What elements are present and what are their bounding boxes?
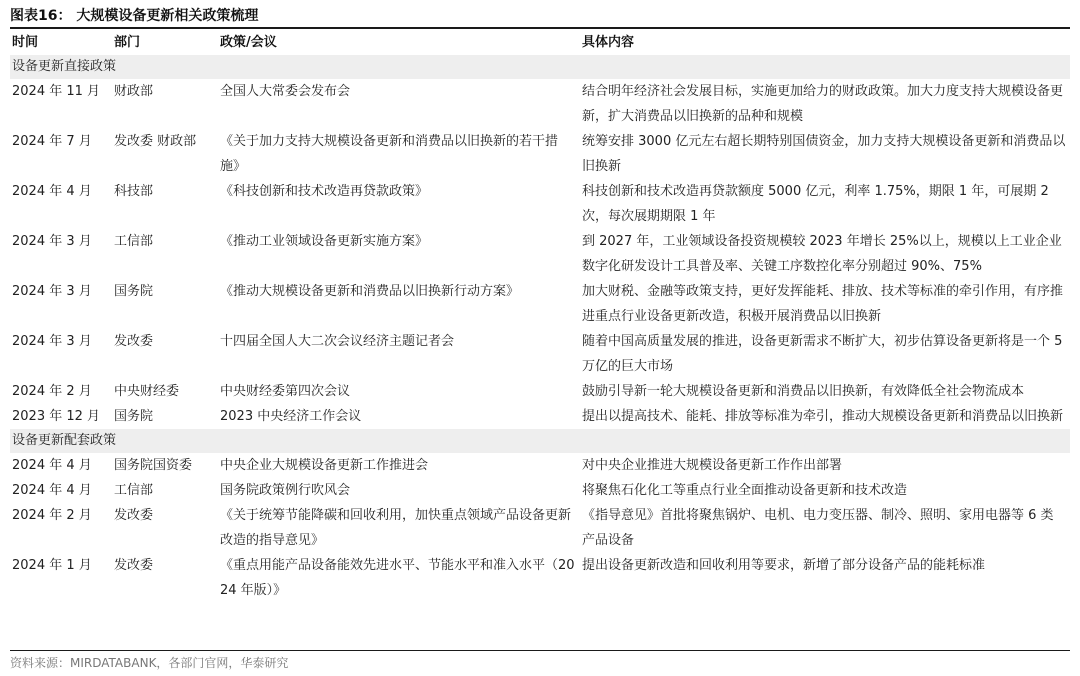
cell-department: 工信部 xyxy=(114,483,154,498)
cell-content: 鼓励引导新一轮大规模设备更新和消费品以旧换新，有效降低全社会物流成本 xyxy=(582,384,1025,399)
cell-policy: 《重点用能产品设备能效先进水平、节能水平和准入水平（2024 年版）》 xyxy=(220,558,575,598)
table-body xyxy=(10,55,1070,603)
table-row xyxy=(10,379,1070,404)
table-row xyxy=(10,129,1070,179)
header-content: 具体内容 xyxy=(582,35,635,50)
cell-time: 2024 年 2 月 xyxy=(12,384,92,399)
section-label: 设备更新配套政策 xyxy=(10,429,1070,453)
cell-policy: 十四届全国人大二次会议经济主题记者会 xyxy=(220,334,455,349)
cell-policy: 《关于统筹节能降碳和回收利用，加快重点领域产品设备更新改造的指导意见》 xyxy=(220,508,572,548)
cell-content: 提出设备更新改造和回收利用等要求，新增了部分设备产品的能耗标准 xyxy=(582,558,986,573)
cell-department: 发改委 xyxy=(114,508,154,523)
table-row xyxy=(10,503,1070,553)
cell-time: 2024 年 3 月 xyxy=(12,234,92,249)
header-policy: 政策/会议 xyxy=(220,35,277,50)
cell-content: 《指导意见》首批将聚焦锅炉、电机、电力变压器、制冷、照明、家用电器等 6 类产品设备 xyxy=(582,508,1054,548)
table-row xyxy=(10,329,1070,379)
cell-time: 2024 年 4 月 xyxy=(12,458,92,473)
cell-time: 2024 年 2 月 xyxy=(12,508,92,523)
table-header-row xyxy=(10,30,1070,55)
cell-policy: 《关于加力支持大规模设备更新和消费品以旧换新的若干措施》 xyxy=(220,134,559,174)
cell-content: 随着中国高质量发展的推进，设备更新需求不断扩大，初步估算设备更新将是一个 5 万亿的巨大市场 xyxy=(582,334,1063,374)
cell-time: 2024 年 4 月 xyxy=(12,483,92,498)
cell-department: 国务院 xyxy=(114,284,154,299)
table-row xyxy=(10,453,1070,478)
table-row xyxy=(10,179,1070,229)
table-row xyxy=(10,79,1070,129)
cell-department: 发改委 财政部 xyxy=(114,134,197,149)
cell-policy: 中央财经委第四次会议 xyxy=(220,384,351,399)
table-row xyxy=(10,553,1070,603)
bottom-rule xyxy=(10,650,1070,651)
cell-policy: 《推动大规模设备更新和消费品以旧换新行动方案》 xyxy=(220,284,520,299)
cell-policy: 《科技创新和技术改造再贷款政策》 xyxy=(220,184,429,199)
cell-content: 提出以提高技术、能耗、排放等标准为牵引，推动大规模设备更新和消费品以旧换新 xyxy=(582,409,1064,424)
table-row xyxy=(10,404,1070,429)
cell-department: 国务院 xyxy=(114,409,154,424)
cell-time: 2024 年 3 月 xyxy=(12,334,92,349)
cell-content: 将聚焦石化化工等重点行业全面推动设备更新和技术改造 xyxy=(582,483,908,498)
source-note: 资料来源：MIRDATABANK，各部门官网，华泰研究 xyxy=(10,656,289,670)
cell-department: 科技部 xyxy=(114,184,154,199)
header-department: 部门 xyxy=(114,35,141,50)
cell-department: 工信部 xyxy=(114,234,154,249)
cell-content: 对中央企业推进大规模设备更新工作作出部署 xyxy=(582,458,843,473)
cell-policy: 全国人大常委会发布会 xyxy=(220,84,351,99)
cell-policy: 2023 中央经济工作会议 xyxy=(220,409,362,424)
cell-department: 发改委 xyxy=(114,334,154,349)
figure-title: 图表16： 大规模设备更新相关政策梳理 xyxy=(10,8,259,24)
section-row xyxy=(10,429,1070,453)
cell-content: 结合明年经济社会发展目标，实施更加给力的财政政策。加大力度支持大规模设备更新，扩大消费品以旧换新的品种和规模 xyxy=(582,84,1064,124)
cell-time: 2024 年 4 月 xyxy=(12,184,92,199)
table-row xyxy=(10,478,1070,503)
policy-table xyxy=(10,30,1070,603)
cell-department: 中央财经委 xyxy=(114,384,180,399)
cell-time: 2024 年 7 月 xyxy=(12,134,92,149)
title-rule xyxy=(10,27,1070,29)
cell-department: 国务院国资委 xyxy=(114,458,193,473)
cell-content: 科技创新和技术改造再贷款额度 5000 亿元，利率 1.75%，期限 1 年，可展期 2 次，每次展期期限 1 年 xyxy=(582,184,1049,224)
cell-content: 加大财税、金融等政策支持，更好发挥能耗、排放、技术等标准的牵引作用，有序推进重点行业设备更新改造，积极开展消费品以旧换新 xyxy=(582,284,1064,324)
cell-policy: 中央企业大规模设备更新工作推进会 xyxy=(220,458,429,473)
section-label: 设备更新直接政策 xyxy=(10,55,1070,79)
cell-content: 统筹安排 3000 亿元左右超长期特别国债资金，加力支持大规模设备更新和消费品以旧换新 xyxy=(582,134,1066,174)
cell-time: 2024 年 3 月 xyxy=(12,284,92,299)
section-row xyxy=(10,55,1070,79)
cell-policy: 《推动工业领域设备更新实施方案》 xyxy=(220,234,429,249)
cell-time: 2024 年 1 月 xyxy=(12,558,92,573)
table-row xyxy=(10,279,1070,329)
cell-time: 2024 年 11 月 xyxy=(12,84,101,99)
cell-policy: 国务院政策例行吹风会 xyxy=(220,483,351,498)
cell-content: 到 2027 年，工业领域设备投资规模较 2023 年增长 25%以上，规模以上工业企业数字化研发设计工具普及率、关键工序数控化率分别超过 90%、75% xyxy=(582,234,1062,274)
header-time: 时间 xyxy=(12,35,39,50)
cell-time: 2023 年 12 月 xyxy=(12,409,101,424)
cell-department: 发改委 xyxy=(114,558,154,573)
table-row xyxy=(10,229,1070,279)
cell-department: 财政部 xyxy=(114,84,154,99)
